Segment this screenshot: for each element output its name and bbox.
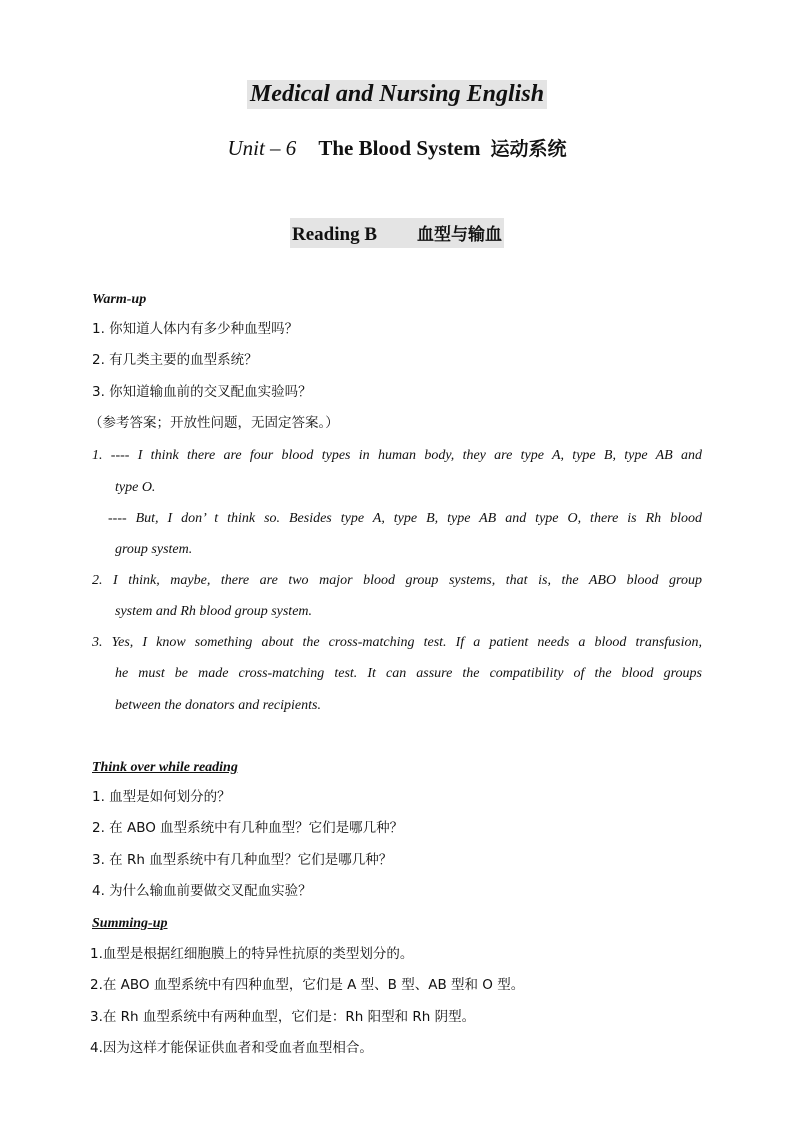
summing-item-1: 1.血型是根据红细胞膜上的特异性抗原的类型划分的。: [90, 946, 414, 962]
summing-item-2: 2.在 ABO 血型系统中有四种血型，它们是 A 型、B 型、AB 型和 O 型。: [90, 977, 525, 993]
think-heading: Think over while reading: [92, 760, 238, 775]
warmup-heading: Warm-up: [92, 292, 147, 307]
reading-heading: [290, 218, 504, 248]
document-title: Medical and Nursing English: [247, 80, 547, 109]
answer-1-line-2: type O.: [115, 480, 156, 495]
reading-label: Reading B: [292, 224, 377, 245]
answer-2-line-1: 2. I think, maybe, there are two major blood group systems, that is, the ABO blood group: [92, 573, 702, 588]
reading-title-cn: 血型与输血: [417, 225, 502, 245]
unit-title-en: The Blood System: [318, 136, 481, 160]
warmup-question-2: 2. 有几类主要的血型系统？: [92, 352, 258, 368]
answer-3-line-3: between the donators and recipients.: [115, 698, 321, 713]
summing-heading: Summing-up: [92, 916, 168, 931]
summing-item-4: 4.因为这样才能保证供血者和受血者血型相合。: [90, 1040, 373, 1056]
answer-3-line-2: he must be made cross-matching test. It can assure the compatibility of the blood groups: [115, 666, 702, 681]
think-question-2: 2. 在 ABO 血型系统中有几种血型？它们是哪几种？: [92, 820, 404, 836]
think-question-3: 3. 在 Rh 血型系统中有几种血型？它们是哪几种？: [92, 852, 393, 868]
summing-item-3: 3.在 Rh 血型系统中有两种血型，它们是：Rh 阳型和 Rh 阴型。: [90, 1009, 476, 1025]
answer-2-line-2: system and Rh blood group system.: [115, 604, 313, 619]
warmup-note: （参考答案；开放性问题，无固定答案。）: [89, 415, 339, 431]
warmup-question-1: 1. 你知道人体内有多少种血型吗？: [92, 321, 299, 337]
answer-1b-line-1: ---- But, I don’ t think so. Besides type A, type B, type AB and type O, there is Rh blood: [108, 511, 702, 526]
unit-title-cn: 运动系统: [490, 138, 567, 160]
unit-label: Unit – 6: [227, 136, 297, 160]
warmup-question-3: 3. 你知道输血前的交叉配血实验吗？: [92, 384, 312, 400]
unit-heading: [0, 134, 794, 161]
answer-1-line-1: 1. ---- I think there are four blood types in human body, they are type A, type B, type AB and: [92, 448, 702, 463]
answer-3-line-1: 3. Yes, I know something about the cross-matching test. If a patient needs a blood transfusion,: [92, 635, 702, 650]
think-question-1: 1. 血型是如何划分的？: [92, 789, 231, 805]
think-question-4: 4. 为什么输血前要做交叉配血实验？: [92, 883, 312, 899]
answer-1b-line-2: group system.: [115, 542, 193, 557]
